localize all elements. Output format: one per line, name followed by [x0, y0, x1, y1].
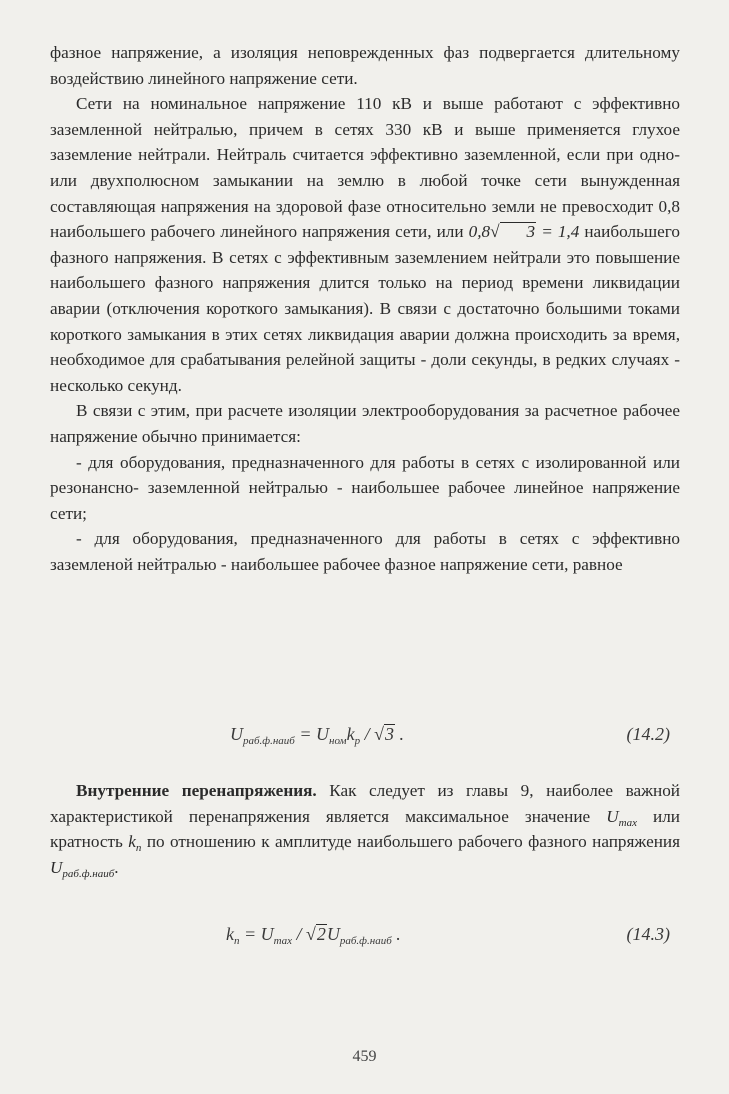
f2-end: . [391, 924, 401, 944]
formula-14-3 [50, 924, 680, 954]
inline-kn-k: k [128, 832, 136, 852]
inline-formula-coef: 0,8 [468, 222, 491, 242]
paragraph-2-text-a: Сети на номинальное напряжение 110 кВ и выше работают с эффективно заземленной нейтралью, причем в сетях 330 кВ и выше применяется глухое заземление нейтрали. Нейтраль считается эффективно заземленной, если при одно- или двухполюсном замыкании на землю в любой точке сети вынужденная составляющая напряжения на здоровой фазе относительно земли не превосходит 0,8 наибольшего рабочего линейного напряжения сети, или [50, 94, 680, 242]
inline-formula-root: 3 [500, 222, 537, 241]
body-text-2 [50, 778, 680, 880]
f1-U: U [230, 724, 243, 744]
f1-root: 3 [384, 724, 394, 744]
inline-Urab-U: U [50, 857, 63, 877]
paragraph-2 [50, 91, 680, 398]
f2-k: k [226, 924, 234, 944]
page-number: 459 [352, 1048, 377, 1065]
f1-eq: = U [294, 724, 329, 744]
inline-Umax [606, 806, 637, 829]
formula-14-2 [50, 724, 680, 754]
f2-U: U [326, 924, 340, 944]
f1-div: / [360, 724, 375, 744]
inline-formula-result: = 1,4 [541, 222, 580, 242]
f1-sub-rab: раб.ф.наиб [243, 735, 295, 747]
formula-14-3-expression: $k_п = U_{max} / √2U_{раб.ф.наиб}$ . [226, 924, 401, 947]
paragraph-1: фазное напряжение, а изоляция неповрежденных фаз подвергается длительному воздействию линейного напряжение сети. [50, 43, 680, 88]
f1-sub-p: p [354, 735, 361, 747]
inline-formula-08sqrt3: 0,8√ 3 = 1,4 [468, 222, 580, 242]
f1-sub-nom: ном [329, 735, 347, 747]
paragraph-6-text-a: Как следует из главы 9, наиболее важной характеристикой перенапряжения является максимальное значение [50, 781, 680, 826]
paragraph-3: В связи с этим, при расчете изоляции электрооборудования за расчетное рабочее напряжение обычно принимается: [50, 401, 680, 446]
f1-end: . [394, 724, 404, 744]
f1-k: k [346, 724, 355, 744]
paragraph-6 [50, 778, 680, 880]
paragraph-2-text-b: наибольшего фазного напряжения. В сетях с эффективным заземлением нейтрали это повышение наибольшего фазного напряжения длится только на период времени ликвидации аварии (отключения короткого замыкания). В связи с достаточно большими токами короткого замыкания в этих сетях ликвидация аварии должна происходить за время, необходимое для срабатывания релейной защиты - доли секунды, в редких случаях - несколько секунд. [50, 222, 680, 395]
f2-div: / [291, 924, 306, 944]
paragraph-6-end: . [114, 857, 119, 877]
inline-Urab [50, 857, 115, 880]
body-text [50, 40, 680, 577]
paragraph-4: - для оборудования, предназначенного для работы в сетях с изолированной или резонансно- заземленной нейтралью - наибольшее рабочее линейное напряжение сети; [50, 452, 680, 523]
section-title-internal-overvoltages: Внутренние перенапряжения. [76, 781, 317, 800]
f2-sub-n: п [234, 935, 240, 947]
formula-14-2-number: (14.2) [626, 724, 670, 744]
inline-kn-sub: п [135, 842, 142, 855]
inline-Urab-sub: раб.ф.наиб [62, 867, 115, 880]
paragraph-5: - для оборудования, предназначенного для работы в сетях с эффективно заземленой нейтралью - наибольшее рабочее фазное напряжение сети, равное [50, 529, 680, 574]
paragraph-6-text-c: по отношению к амплитуде наибольшего рабочего фазного напряжения [141, 832, 680, 852]
f2-root: 2 [316, 924, 326, 944]
inline-Umax-U: U [606, 806, 619, 826]
f2-sub-max: max [273, 935, 292, 947]
inline-Umax-sub: max [618, 816, 637, 829]
inline-kn [128, 832, 142, 855]
paragraph-6-text-b: или кратность [50, 806, 680, 852]
formula-14-3-number: (14.3) [626, 924, 670, 944]
formula-14-2-expression: $U_{раб.ф.наиб} = U_{ном}k_p / √3$ . [230, 724, 404, 747]
f2-eq: = U [239, 924, 274, 944]
f2-sub-rab: раб.ф.наиб [339, 935, 392, 947]
